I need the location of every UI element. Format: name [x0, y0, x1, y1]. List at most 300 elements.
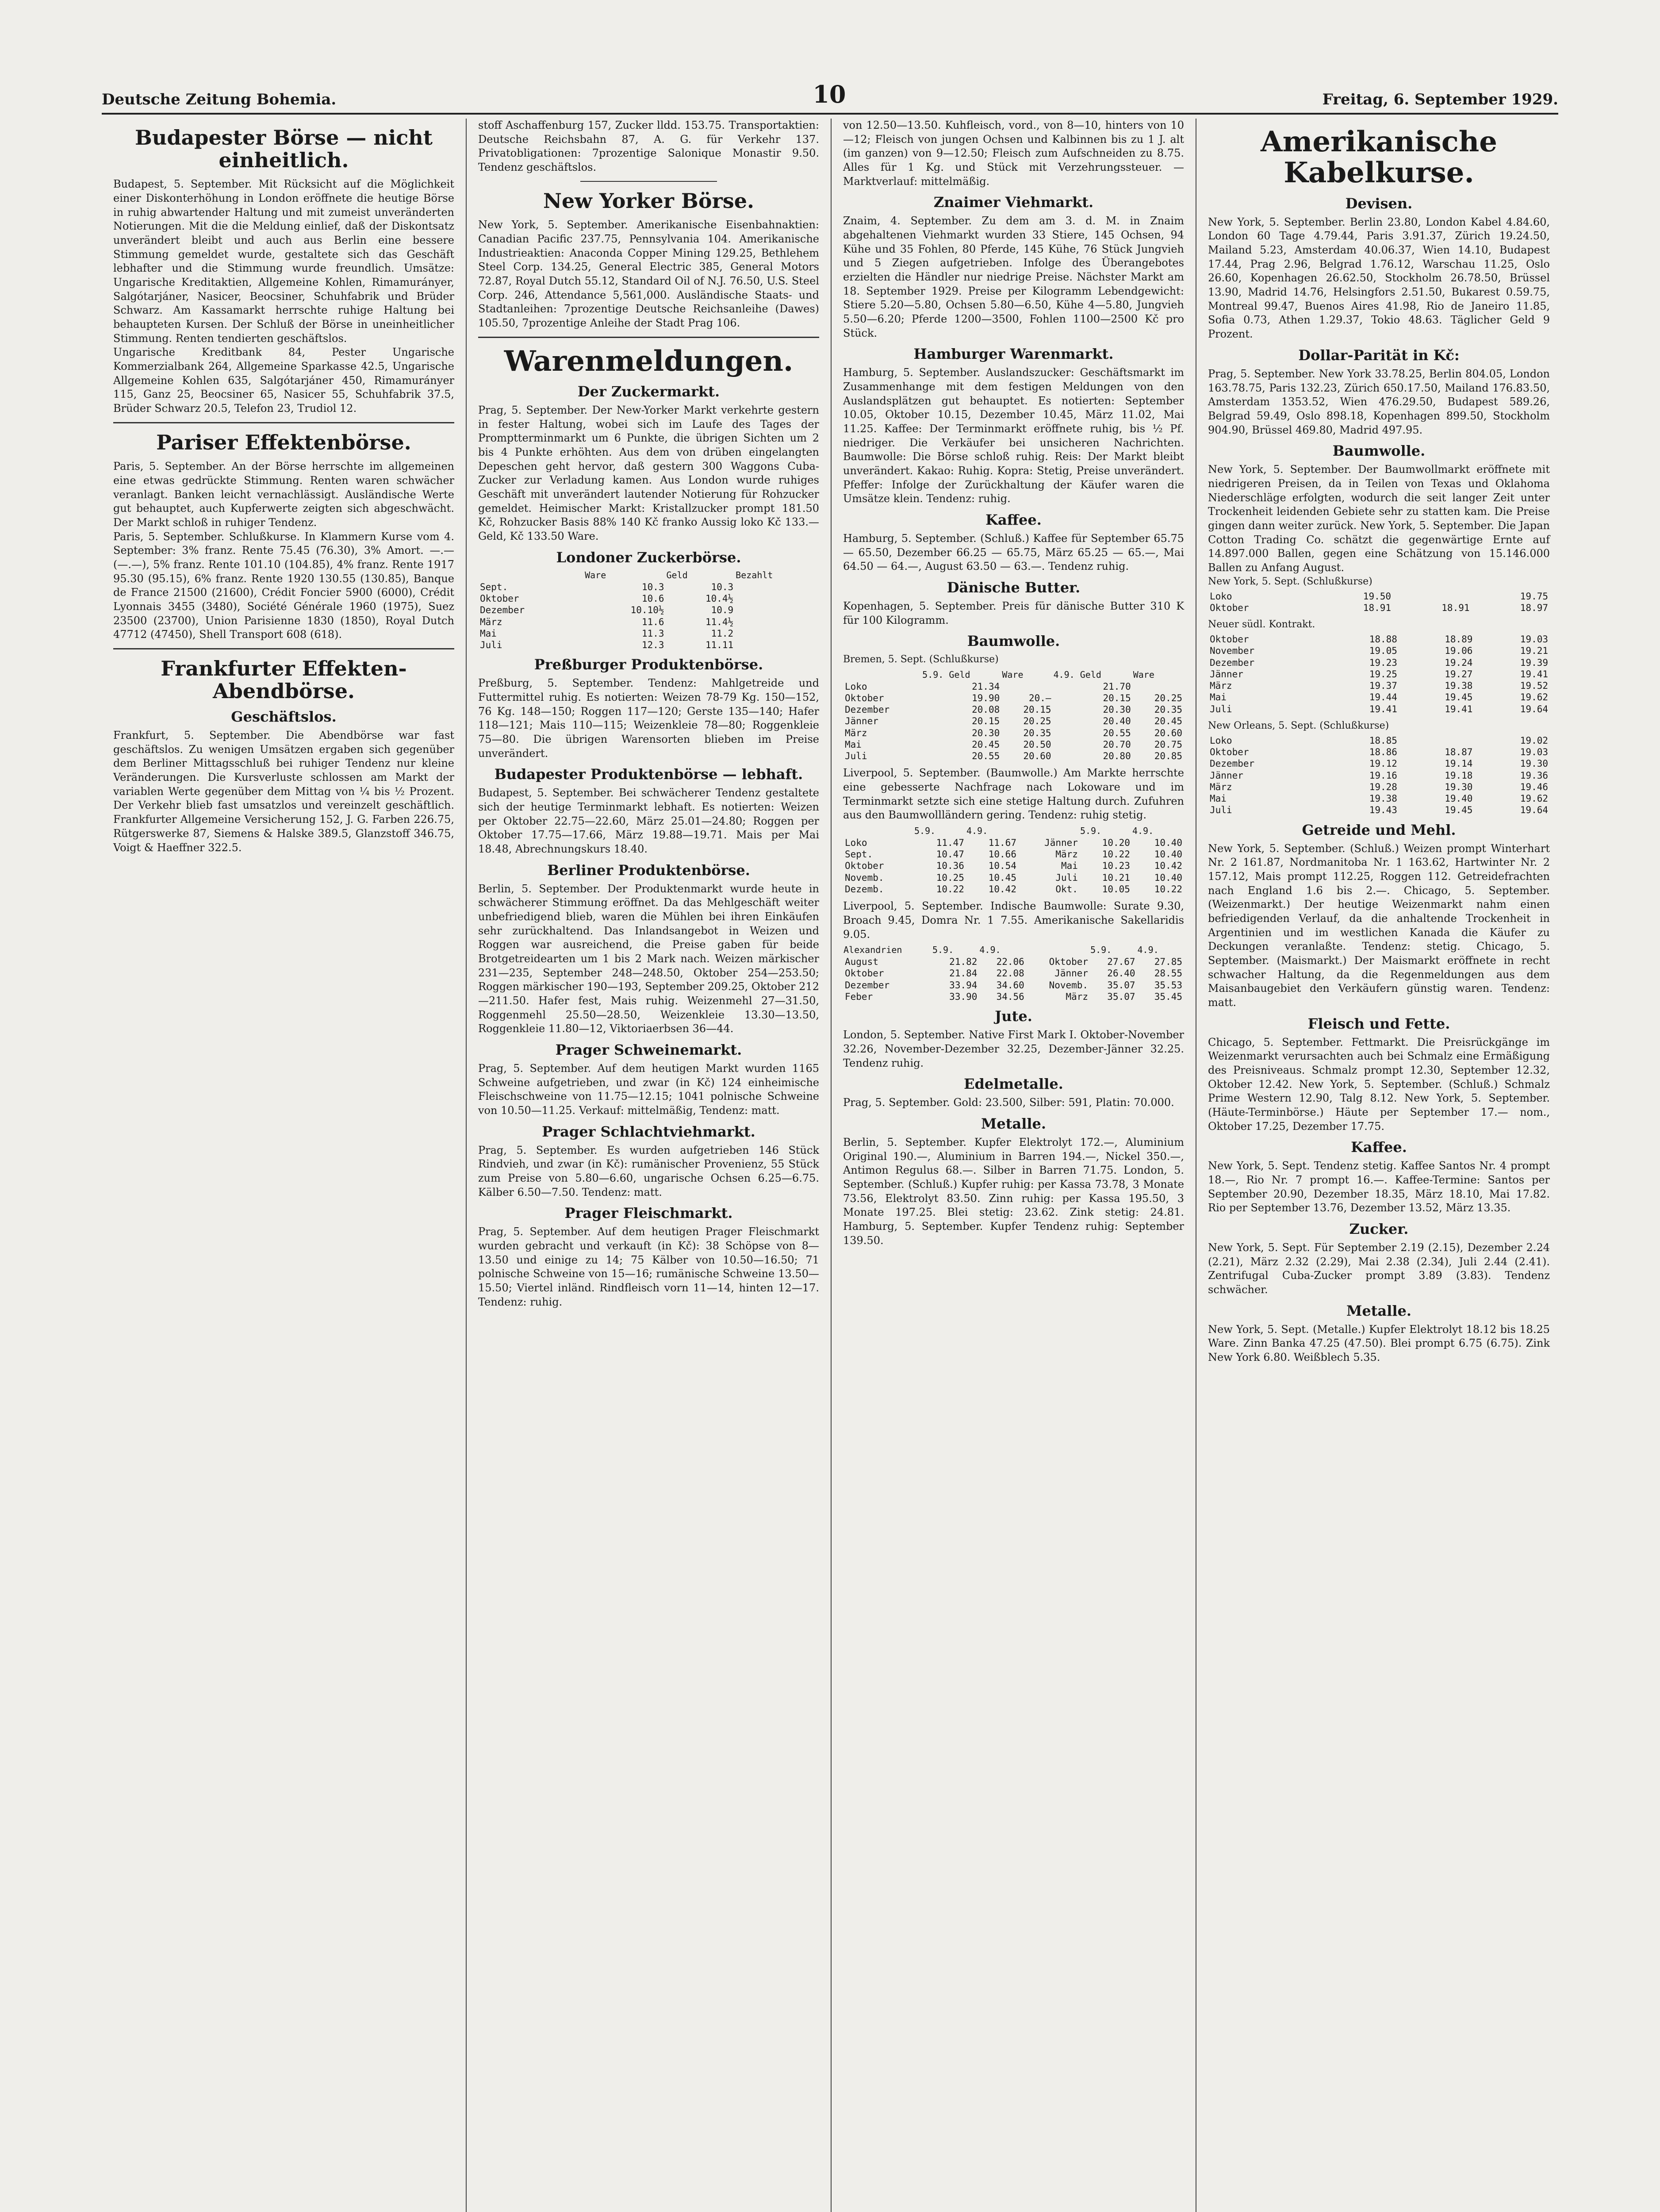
table-cell: 20.55: [1103, 727, 1131, 738]
kabel-text: New York, 5. September. Berlin 23.80, London Kabel 4.84.60, London 60 Tage 4.79.44, Paris 3.91.37, Zürich 19.24.50, Mailand 5.23, Amsterdam 40.06.37, Wien 14.10, Budapest 17.44, Prag 2.96, Belgrad 1.76.12, Warschau 11.25, Oslo 26.60, Kopenhagen 26.62.50, Stockholm 26.78.50, Brüssel 13.90, Madrid 14.76, Helsingfors 2.51.50, Bukarest 0.59.75, Montreal 99.47, Buenos Aires 41.98, Rio de Janeiro 11.85, Sofia 0.73, Athen 1.29.37, Tokio 48.63. Täglicher Geld 9 Prozent.: [1208, 215, 1550, 341]
table-row: [843, 883, 1184, 895]
edelmetalle-heading: Edelmetalle.: [964, 1075, 1063, 1093]
ny-cotton-table: [1208, 591, 1550, 614]
table-cell: 27.67: [1107, 956, 1135, 968]
berlin-prod-text: Berlin, 5. September. Der Produktenmarkt wurde heute in schwächerer Stimmung eröffnet. Da das Mehlgeschäft weiter unbefriedigend blieb, waren die Mühlen bei ihren Einkäufen sehr zurückhaltend. Das Inlandsangebot in Weizen und Roggen war ausreichend, die Preise gaben für beide Brotgetreidearten um 1 bis 2 Mark nach. Weizen märkischer 231—235, September 248—248.50, Oktober 254—253.50; Roggen märkischer 190—193, September 209.25, Oktober 212—211.50. Hafer fest, Mais ruhig. Weizenmehl 27—31.50, Roggenmehl 25.50—28.50, Weizenkleie 13.30—13.50, Roggenkleie 11.80—12, Viktoriaerbsen 36—44.: [478, 882, 819, 1035]
table-cell: 19.64: [1520, 703, 1548, 714]
table-cell: 27.85: [1154, 956, 1182, 968]
table-cell: 20.15: [1103, 692, 1131, 703]
fett-heading: Fleisch und Fette.: [1307, 1015, 1450, 1032]
kabel-heading: Amerikanische Kabelkurse.: [1260, 125, 1498, 190]
table-cell: Novemb.: [1049, 979, 1089, 991]
getreide-text: New York, 5. September. (Schluß.) Weizen prompt Winterhart Nr. 2 161.87, Nordmanitoba Nr. 1 163.62, Hartwinter Nr. 2 157.12, Mais prompt 112.25, Roggen 112. Getreidefrachten nach England 1.6 bis 2.—. Chicago, 5. September. (Weizenmarkt.) Der heutige Weizenmarkt nahm einen befriedigenden Verlauf, da die anhaltende Trockenheit in Argentinien und im westlichen Kanada die Käufer zu Deckungen veranlaßte. Tendenz: stetig. Chicago, 5. September. (Maismarkt.) Der Maismarkt eröffnete in recht schwacher Haltung, da die Regenmeldungen aus dem Maisanbaugebiet den Verkäufern günstig waren. Tendenz: matt.: [1208, 842, 1550, 1009]
table-cell: 19.41: [1369, 703, 1397, 714]
prag-fleisch-heading: Prager Fleischmarkt.: [564, 1205, 733, 1222]
table-cell: Dezember: [480, 605, 525, 616]
table-cell: 19.30: [1445, 781, 1473, 792]
table-cell: 19.36: [1520, 770, 1548, 781]
columns: [102, 119, 1561, 2212]
table-cell: 20.75: [1154, 739, 1182, 750]
table-row: [1208, 770, 1550, 781]
table-cell: März: [480, 616, 502, 627]
table-row: [478, 628, 819, 639]
budapest-prod-heading: Budapester Produktenbörse — lebhaft.: [494, 766, 803, 783]
table-cell: 19.62: [1520, 793, 1548, 804]
budapest-text: Budapest, 5. September. Mit Rücksicht auf die Möglichkeit einer Diskonterhöhung in London eröffnete die heutige Börse in ruhig abwartender Haltung und mit zumeist unveränderten Notierungen. Mit die die Meldung einlief, daß der Diskontsatz unverändert bleibt und auch aus Berlin eine bessere Stimmung gemeldet wurde, gestaltete sich das Geschäft lebhafter und die Stimmung wurde freundlich. Umsätze: Ungarische Kreditaktien, Allgemeine Kohlen, Rimamurányer, Salgótarjáner, Nasicer, Beocsiner, Schuhfabrik und Brüder Schwarz. Am Kassamarkt herrschte ruhige Haltung bei behaupteten Kursen. Der Schluß der Börse in uneinheitlicher Stimmung. Renten tendierten geschäftslos.: [113, 178, 454, 345]
table-cell: 10.36: [936, 860, 964, 872]
column-2: [467, 119, 832, 2212]
table-header: 4.9.: [979, 945, 1001, 956]
table-cell: 10.40: [1154, 872, 1182, 883]
table-row: [843, 872, 1184, 883]
kaffee-text: New York, 5. Sept. Tendenz stetig. Kaffee Santos Nr. 4 prompt 18.—, Rio Nr. 7 prompt 16.—. Kaffee-Termine: Santos per September 20.90, Dezember 18.35, März 18.10, Mai 17.82. Rio per September 13.76, Dezember 13.52, März 13.35.: [1208, 1160, 1550, 1214]
table-cell: Oktober: [1210, 634, 1249, 645]
kaffee-heading: Kaffee.: [1351, 1139, 1407, 1156]
table-cell: 19.52: [1520, 680, 1548, 691]
table-cell: 18.91: [1441, 602, 1470, 613]
table-header: 5.9.: [914, 825, 936, 836]
table-cell: Jänner: [1210, 668, 1243, 680]
jute-text: London, 5. September. Native First Mark I. Oktober-November 32.26, November-Dezember 32.25, Dezember-Jänner 32.25. Tendenz ruhig.: [843, 1029, 1184, 1069]
table-cell: 19.90: [972, 692, 1000, 703]
metalle-heading: Metalle.: [981, 1115, 1047, 1132]
metalle-text: Berlin, 5. September. Kupfer Elektrolyt 172.—, Aluminium Original 190.—, Aluminium in Barren 194.—, Nickel 350.—, Antimon Regulus 68.—. Silber in Barren 71.75. London, 5. September. (Schluß.) Kupfer ruhig: per Kassa 73.78, 3 Monate 73.56, Elektrolyt 83.50. Zinn ruhig: per Kassa 195.50, 3 Monate 197.25. Blei stetig: 23.62. Zink stetig: 24.81. Hamburg, 5. September. Kupfer Tendenz ruhig: September 139.50.: [843, 1136, 1184, 1247]
table-cell: 19.41: [1520, 668, 1548, 680]
table-cell: 18.97: [1520, 602, 1548, 613]
table-cell: 35.07: [1107, 991, 1135, 1002]
table-cell: 20.08: [972, 704, 1000, 715]
table-cell: 11.67: [988, 837, 1016, 848]
fett-text: Chicago, 5. September. Fettmarkt. Die Preisrückgänge im Weizenmarkt verursachten auch bei Schmalz eine Ermäßigung des Preisniveaus. Schmalz prompt 12.30, September 12.32, Oktober 12.42. New York, 5. September. (Schluß.) Schmalz Prime Western 12.90, Talg 8.12. New York, 5. September. (Häute-Terminbörse.) Häute per September 17.— nom., Oktober 17.25, Dezember 17.75.: [1208, 1036, 1550, 1133]
table-cell: 11.2: [711, 628, 734, 639]
table-cell: 21.82: [949, 956, 978, 968]
masthead: Deutsche Zeitung Bohemia.: [102, 91, 337, 108]
table-cell: 19.30: [1520, 758, 1548, 769]
frankfurt-text: Frankfurt, 5. September. Die Abendbörse war fast geschäftslos. Zu wenigen Umsätzen ergaben sich gegenüber dem Berliner Mittagsschluß bei ruhiger Tendenz nur kleine Veränderungen. Die Kursverluste schlossen am Markt der variablen Werte gegenüber dem Mittag von ¼ bis ½ Prozent. Der Verkehr blieb fast umsatzlos und vereinzelt geschäftlich. Frankfurter Allgemeine Versicherung 152, J. G. Farben 226.75, Rütgerswerke 87, Siemens & Halske 389.5, Glanzstoff 346.75, Voigt & Haeffner 322.5.: [113, 729, 454, 854]
table-cell: Oktober: [845, 860, 884, 872]
berlin-prod-heading: Berliner Produktenbörse.: [547, 861, 750, 879]
table-header-row: [478, 569, 819, 581]
table-cell: 19.45: [1445, 805, 1473, 816]
table-header: [843, 669, 922, 681]
table-cell: August: [845, 956, 878, 968]
table-cell: 19.50: [1363, 591, 1392, 602]
prag-schlacht-heading: Prager Schlachtviehmarkt.: [542, 1123, 755, 1140]
divider: [113, 648, 454, 649]
table-cell: 20.25: [1154, 692, 1182, 703]
table-header: 4.9. Geld: [1053, 669, 1101, 680]
table-cell: Oktober: [480, 593, 519, 604]
table-cell: 19.27: [1445, 668, 1473, 680]
table-header-row: [843, 944, 1184, 956]
table-row: [1208, 703, 1550, 715]
table-row: [1208, 758, 1550, 769]
table-header: 4.9.: [1132, 825, 1154, 836]
table-header: 5.9. Geld: [922, 669, 970, 680]
kaffee-hh-heading: Kaffee.: [985, 511, 1042, 529]
table-cell: Juli: [1055, 872, 1078, 883]
table-cell: März: [845, 727, 867, 738]
table-row: [1208, 591, 1550, 602]
table-row: [1208, 680, 1550, 691]
table-cell: 11.6: [641, 616, 664, 627]
table-cell: Loko: [1210, 591, 1232, 602]
divider: [478, 337, 819, 338]
table-cell: 19.06: [1445, 645, 1473, 657]
table-row: [843, 750, 1184, 762]
table-row: [1208, 793, 1550, 804]
column-1: [102, 119, 467, 2212]
dollar-heading: Dollar-Parität in Kč:: [1298, 346, 1460, 364]
table-cell: 10.40: [1154, 837, 1182, 848]
table-header: Ware: [585, 569, 606, 580]
table-cell: 34.60: [996, 979, 1024, 991]
table-cell: 18.85: [1369, 735, 1397, 746]
ny-cotton-caption: New York, 5. Sept. (Schlußkurse): [1208, 576, 1372, 587]
table-cell: 19.03: [1520, 634, 1548, 645]
baumwolle-bremen-heading: Baumwolle.: [967, 633, 1060, 650]
table-cell: Juli: [480, 640, 502, 651]
table-header: Bezahlt: [736, 569, 773, 580]
table-cell: 10.21: [1102, 872, 1130, 883]
table-header: Geld: [666, 569, 688, 580]
table-header: Alexandrien: [843, 945, 902, 956]
baumwolle-text: New York, 5. September. Der Baumwollmarkt eröffnete mit niedrigeren Preisen, da in Teilen von Texas und Oklahoma Niederschläge erfolgten, wodurch die seit langer Zeit unter Trockenheit leidenden Gebiete sehr zu statten kam. Die Preise gingen dann weiter zurück. New York, 5. September. Die Japan Cotton Trading Co. schätzt die gegenwärtige Ernte auf 14.897.000 Ballen, gegen eine Schätzung von 15.146.000 Ballen zu Anfang August.: [1208, 463, 1550, 574]
page-number: 10: [813, 80, 846, 108]
table-cell: 20.35: [1154, 704, 1182, 715]
table-cell: Oktober: [845, 692, 884, 703]
table-cell: 20.45: [972, 739, 1000, 750]
table-cell: [735, 581, 819, 593]
hamburg-waren-text: Hamburg, 5. September. Auslandszucker: Geschäftsmarkt im Zusammenhange mit dem festigen Meldungen von den Auslandsplätzen gut behauptet. Es notierten: September 10.05, Oktober 10.15, Dezember 10.45, März 11.02, Mai 11.25. Kaffee: Der Terminmarkt eröffnete ruhig, bis ½ Pf. niedriger. Die Verkäufer bei unsicheren Nachrichten. Baumwolle: Die Börse schloß ruhig. Reis: Der Markt bleibt unverändert. Kakao: Ruhig. Kopra: Stetig, Preise unverändert. Pfeffer: Infolge der Zurückhaltung der Käufer waren die Umsätze klein. Tendenz: ruhig.: [843, 366, 1184, 505]
table-cell: 22.06: [996, 956, 1024, 968]
table-cell: 20.85: [1154, 751, 1182, 762]
pressburg-heading: Preßburger Produktenbörse.: [534, 656, 763, 673]
table-cell: 33.90: [949, 991, 978, 1002]
table-cell: [735, 604, 819, 616]
table-row: [478, 616, 819, 628]
table-cell: 19.44: [1369, 692, 1397, 703]
table-cell: Sept.: [845, 849, 873, 860]
table-cell: 19.16: [1369, 770, 1397, 781]
table-row: [1208, 691, 1550, 703]
col2-continuation: stoff Aschaffenburg 157, Zucker lldd. 153.75. Transportaktien: Deutsche Reichsbahn 87, A. G. für Verkehr 137. Privatobligationen: 7prozentige Salonique Monastir 9.50. Tendenz geschäftslos.: [478, 119, 819, 174]
table-row: [843, 727, 1184, 739]
metalle-ny-text: New York, 5. Sept. (Metalle.) Kupfer Elektrolyt 18.12 bis 18.25 Ware. Zinn Banka 47.25 (47.50). Blei prompt 6.75 (6.75). Zink New York 6.80. Weißblech 5.35.: [1208, 1323, 1550, 1364]
table-cell: Loko: [845, 681, 867, 692]
new-orleans-caption: New Orleans, 5. Sept. (Schlußkurse): [1208, 720, 1389, 731]
table-cell: 10.23: [1102, 860, 1130, 872]
prag-schwein-text: Prag, 5. September. Auf dem heutigen Markt wurden 1165 Schweine aufgetrieben, und zwar (in Kč) 124 einheimische Fleischschweine von 11.75—12.15; 1041 polnische Schweine von 10.50—11.25. Verkauf: mittelmäßig, Tendenz: matt.: [478, 1062, 819, 1117]
table-row: [478, 581, 819, 593]
table-cell: Dezember: [1210, 758, 1255, 769]
table-cell: [735, 639, 819, 651]
table-cell: 10.25: [936, 872, 964, 883]
table-cell: Mai: [1210, 692, 1227, 703]
table-cell: 19.28: [1369, 781, 1397, 792]
table-cell: 10.3: [641, 581, 664, 592]
table-cell: 19.21: [1520, 645, 1548, 657]
table-cell: 20.40: [1103, 716, 1131, 727]
table-header-row: [843, 825, 1184, 837]
pressburg-text: Preßburg, 5. September. Tendenz: Mahlgetreide und Futtermittel ruhig. Es notierten: Weizen 78-79 Kg. 150—152, 76 Kg. 148—150; Roggen 117—120; Gerste 135—140; Hafer 118—121; Mais 110—115; Weizenkleie 78—80; Roggenkleie 75—80. Die übrigen Warensorten blieben im Preise unverändert.: [478, 677, 819, 760]
table-cell: Oktober: [1049, 956, 1089, 968]
table-cell: Loko: [1210, 735, 1232, 746]
table-row: [843, 704, 1184, 715]
zucker-heading: Der Zuckermarkt.: [577, 383, 720, 400]
table-cell: Dezember: [845, 704, 890, 715]
table-cell: 10.22: [1154, 883, 1182, 895]
prag-fleisch-text: Prag, 5. September. Auf dem heutigen Prager Fleischmarkt wurden gebracht und verkauft (in Kč): 38 Schöpse von 8—13.50 und einige zu 14; 75 Kälber von 10.50—16.50; 71 polnische Schweine von 15—16; rumänische Schweine 13.50—15.50; Viertel inländ. Rindfleisch vorn 11—14, hinten 12—17. Tendenz: ruhig.: [478, 1225, 819, 1308]
hamburg-waren-heading: Hamburger Warenmarkt.: [913, 346, 1114, 363]
table-cell: 21.70: [1103, 681, 1131, 692]
table-cell: 20.30: [972, 727, 1000, 738]
table-cell: [1399, 735, 1475, 746]
budapest-quotes: Ungarische Kreditbank 84, Pester Ungarische Kommerzialbank 264, Allgemeine Sparkasse 42.5, Ungarische Allgemeine Kohlen 635, Salgótarjáner 450, Rimamurányer 115, Ganz 25, Beocsiner 65, Nasicer 55, Schuhfabrik 37.5, Brüder Schwarz 20.5, Telefon 23, Trudiol 12.: [113, 346, 454, 415]
table-cell: Jänner: [1044, 837, 1078, 848]
table-cell: 18.87: [1445, 747, 1473, 758]
table-cell: 19.39: [1520, 657, 1548, 668]
table-cell: 19.75: [1520, 591, 1548, 602]
table-row: [478, 593, 819, 604]
table-cell: 18.89: [1445, 634, 1473, 645]
table-cell: 19.38: [1445, 680, 1473, 691]
table-cell: [1393, 591, 1471, 602]
table-row: [1208, 668, 1550, 680]
table-cell: Novemb.: [845, 872, 884, 883]
table-cell: 10.40: [1154, 849, 1182, 860]
table-cell: 11.47: [936, 837, 964, 848]
neuer-kontrakt-caption: Neuer südl. Kontrakt.: [1208, 619, 1315, 630]
newyork-heading: New Yorker Börse.: [543, 188, 755, 213]
table-header: 5.9.: [932, 945, 954, 956]
table-cell: 12.3: [641, 640, 664, 651]
table-cell: 19.37: [1369, 680, 1397, 691]
table-row: [843, 715, 1184, 727]
table-cell: Juli: [1210, 703, 1232, 714]
table-cell: 10.42: [988, 883, 1016, 895]
table-cell: [1001, 681, 1053, 692]
table-cell: 20.35: [1023, 727, 1051, 738]
table-cell: 19.24: [1445, 657, 1473, 668]
table-cell: 19.18: [1445, 770, 1473, 781]
table-header: 5.9.: [1080, 825, 1102, 836]
table-row: [843, 956, 1184, 968]
table-cell: März: [1066, 991, 1089, 1002]
butter-heading: Dänische Butter.: [947, 579, 1081, 596]
table-cell: Oktober: [845, 968, 884, 979]
butter-text: Kopenhagen, 5. September. Preis für dänische Butter 310 K für 100 Kilogramm.: [843, 600, 1184, 626]
table-cell: März: [1210, 781, 1232, 792]
table-cell: 10.9: [711, 605, 734, 616]
liverpool-table: [843, 825, 1184, 895]
divider: [580, 181, 717, 182]
table-header-row: [843, 669, 1184, 681]
table-cell: 19.45: [1445, 692, 1473, 703]
table-cell: 28.55: [1154, 968, 1182, 979]
zucker-ny-text: New York, 5. Sept. Für September 2.19 (2.15), Dezember 2.24 (2.21), März 2.32 (2.29), Mai 2.38 (2.34), Juli 2.44 (2.41). Zentrifugal Cuba-Zucker prompt 3.89 (3.83). Tendenz schwächer.: [1208, 1241, 1550, 1296]
table-cell: 33.94: [949, 979, 978, 991]
table-cell: Mai: [1061, 860, 1078, 872]
table-row: [843, 849, 1184, 860]
table-cell: 34.56: [996, 991, 1024, 1002]
table-cell: [1133, 681, 1184, 692]
table-cell: 18.86: [1369, 747, 1397, 758]
table-cell: Dezember: [1210, 657, 1255, 668]
table-cell: 10.05: [1102, 883, 1130, 895]
table-cell: November: [1210, 645, 1255, 657]
baumwolle-bremen-subheading: Bremen, 5. Sept. (Schlußkurse): [843, 654, 999, 665]
table-cell: 19.14: [1445, 758, 1473, 769]
col3-continuation: von 12.50—13.50. Kuhfleisch, vord., von 8—10, hinters von 10—12; Fleisch von jungen Ochsen und Kalbinnen bis zu 1 J. alt (im ganzen) von 9—12.50; Fleisch zum Aufschneiden zu 8.75. Alles für 1 Kg. und Stück mit Verzehrungssteuer. — Marktverlauf: mittelmäßig.: [843, 119, 1184, 188]
table-cell: 11.4½: [705, 616, 734, 627]
table-cell: 19.38: [1369, 793, 1397, 804]
table-cell: 10.20: [1102, 837, 1130, 848]
issue-date: Freitag, 6. September 1929.: [1322, 91, 1558, 108]
table-cell: 10.66: [988, 849, 1016, 860]
waren-heading: Warenmeldungen.: [504, 344, 794, 378]
kaffee-hh-text: Hamburg, 5. September. (Schluß.) Kaffee für September 65.75 — 65.50, Dezember 66.25 — 65.75, März 65.25 — 65.—, Mai 64.50 — 64.—, August 63.50 — 63.—. Tendenz ruhig.: [843, 532, 1184, 573]
paris-quotes: Paris, 5. September. Schlußkurse. In Klammern Kurse vom 4. September: 3% franz. Rente 75.45 (76.30), 3% Amort. —.— (—.—), 5% franz. Rente 101.10 (104.85), 4% franz. Rente 1917 95.30 (95.15), 6% franz. Rente 1920 130.55 (130.85), Banque de France 21500 (21600), Crédit Foncier 5900 (6000), Crédit Lyonnais 3455 (3480), Société Générale 1960 (1975), Suez 23500 (23700), Union Parisienne 1830 (1850), Royal Dutch 47712 (47450), Shell Transport 608 (618).: [113, 530, 454, 641]
table-cell: Dezember: [845, 979, 890, 991]
getreide-heading: Getreide und Mehl.: [1302, 821, 1456, 838]
table-cell: 10.47: [936, 849, 964, 860]
table-cell: 19.64: [1520, 805, 1548, 816]
prag-schlacht-text: Prag, 5. September. Es wurden aufgetrieben 146 Stück Rindvieh, und zwar (in Kč): rumänischer Provenienz, 55 Stück zum Preise von 5.80—6.60, ungarische Ochsen 6.25—6.75. Kälber 6.50—7.50. Tendenz: matt.: [478, 1144, 819, 1198]
paris-heading: Pariser Effektenbörse.: [156, 430, 411, 454]
alexandrien-table: [843, 944, 1184, 1002]
divider: [113, 422, 454, 423]
table-row: [843, 991, 1184, 1002]
table-cell: 10.54: [988, 860, 1016, 872]
table-cell: Loko: [845, 837, 867, 848]
column-4: [1196, 119, 1561, 2212]
table-cell: 19.41: [1445, 703, 1473, 714]
table-row: [843, 860, 1184, 872]
table-cell: Oktober: [1210, 602, 1249, 613]
table-header: [843, 825, 914, 837]
table-cell: Jänner: [1054, 968, 1089, 979]
zucker-ny-heading: Zucker.: [1349, 1221, 1409, 1238]
neuer-kontrakt-table: [1208, 634, 1550, 715]
table-cell: Mai: [480, 628, 497, 639]
table-cell: 10.10½: [630, 605, 664, 616]
table-cell: Mai: [1210, 793, 1227, 804]
table-cell: Juli: [845, 751, 867, 762]
table-cell: 26.40: [1107, 968, 1135, 979]
znaim-text: Znaim, 4. September. Zu dem am 3. d. M. in Znaim abgehaltenen Viehmarkt wurden 33 Stiere, 145 Ochsen, 94 Kühe und 35 Fohlen, 80 Pferde, 145 Kühe, 76 Stück Jungvieh und 5 Ziegen aufgetrieben. Infolge des Überangebotes erzielten die Händler nur niedrige Preise. Nächster Markt am 18. September 1929. Preise per Kilogramm Lebendgewicht: Stiere 5.20—5.80, Ochsen 5.80—6.50, Kühe 4—5.80, Jungvieh 5.50—6.20; Pferde 1200—3500, Fohlen 1100—2500 Kč pro Stück.: [843, 215, 1184, 339]
table-row: [843, 681, 1184, 692]
table-cell: 11.11: [705, 640, 734, 651]
znaim-heading: Znaimer Viehmarkt.: [933, 194, 1094, 211]
table-cell: 21.84: [949, 968, 978, 979]
table-cell: [735, 628, 819, 639]
table-row: [843, 968, 1184, 979]
new-orleans-table: [1208, 735, 1550, 816]
table-header: 4.9.: [1137, 945, 1159, 956]
table-cell: 20.70: [1103, 739, 1131, 750]
table-cell: 10.45: [988, 872, 1016, 883]
table-cell: 19.23: [1369, 657, 1397, 668]
budapest-prod-text: Budapest, 5. September. Bei schwächerer Tendenz gestaltete sich der heutige Terminmarkt lebhaft. Es notierten: Weizen per Oktober 22.75—22.60, März 25.01—24.80; Roggen per Oktober 17.75—17.66, März 19.88—19.71. Mais per Mai 18.48, Abrechnungskurs 18.40.: [478, 787, 819, 855]
table-cell: März: [1210, 680, 1232, 691]
table-cell: 20.50: [1023, 739, 1051, 750]
table-row: [843, 739, 1184, 750]
table-cell: Oktober: [1210, 747, 1249, 758]
table-cell: Mai: [845, 739, 862, 750]
table-cell: [735, 593, 819, 604]
table-header: 5.9.: [1090, 945, 1112, 956]
table-row: [1208, 746, 1550, 758]
table-row: [478, 604, 819, 616]
liverpool-text: Liverpool, 5. September. (Baumwolle.) Am Markte herrschte eine gebesserte Nachfrage nach Lokoware und im Terminmarkt setzte sich eine stetige Haltung durch. Zufuhren aus den Baumwollländern gering. Tendenz: ruhig stetig.: [843, 767, 1184, 822]
table-cell: 20.15: [972, 716, 1000, 727]
table-row: [478, 639, 819, 651]
metalle-ny-heading: Metalle.: [1346, 1302, 1412, 1319]
table-cell: Feber: [845, 991, 873, 1002]
table-cell: 20.25: [1023, 716, 1051, 727]
alexandrien-text: Liverpool, 5. September. Indische Baumwolle: Surate 9.30, Broach 9.45, Domra Nr. 1 7.55. Amerikanische Sakellaridis 9.05.: [843, 900, 1184, 941]
table-row: [1208, 602, 1550, 614]
table-cell: 20.—: [1028, 692, 1051, 703]
dollar-text: Prag, 5. September. New York 33.78.25, Berlin 804.05, London 163.78.75, Paris 132.23, Zürich 650.17.50, Mailand 176.83.50, Amsterdam 1353.52, Wien 476.29.50, Budapest 589.26, Belgrad 59.49, Oslo 898.18, Kopenhagen 899.50, Stockholm 904.90, Brüssel 469.80, Madrid 497.95.: [1208, 367, 1550, 436]
table-cell: 11.3: [641, 628, 664, 639]
table-header: Ware: [1002, 669, 1024, 680]
table-header: Ware: [1133, 669, 1154, 680]
table-header: [1018, 825, 1080, 837]
table-cell: 10.4½: [705, 593, 734, 604]
table-cell: Jänner: [1210, 770, 1243, 781]
table-cell: 20.15: [1023, 704, 1051, 715]
table-cell: 35.45: [1154, 991, 1182, 1002]
page-header: [102, 82, 1558, 115]
table-cell: 35.53: [1154, 979, 1182, 991]
table-cell: 10.42: [1154, 860, 1182, 872]
table-row: [843, 692, 1184, 704]
table-cell: 10.3: [711, 581, 734, 592]
table-cell: 19.02: [1520, 735, 1548, 746]
frankfurt-subheading: Geschäftslos.: [231, 708, 337, 726]
table-header: [1026, 944, 1090, 956]
newyork-text: New York, 5. September. Amerikanische Eisenbahnaktien: Canadian Pacific 237.75, Pennsylvania 104. Amerikanische Industrieaktien: Anaconda Copper Mining 129.25, Bethlehem Steel Corp. 134.25, General Electric 385, General Motors 72.87, Royal Dutch 55.12, Standard Oil of N.J. 76.50, U.S. Steel Corp. 246, Attendance 5,561,000. Ausländische Staats- und Stadtanleihen: 7prozentige Deutsche Reichsanleihe (Dawes) 105.50, 7prozentige Anleihe der Stadt Prag 106.: [478, 219, 819, 329]
table-cell: 20.60: [1023, 751, 1051, 762]
table-cell: 10.22: [936, 883, 964, 895]
table-cell: 19.12: [1369, 758, 1397, 769]
table-cell: 20.55: [972, 751, 1000, 762]
table-cell: 19.05: [1369, 645, 1397, 657]
london-sugar-table: [478, 569, 819, 651]
table-cell: 20.45: [1154, 716, 1182, 727]
devisen-heading: Devisen.: [1345, 195, 1413, 212]
prag-schwein-heading: Prager Schweinemarkt.: [555, 1041, 742, 1059]
table-cell: 19.03: [1520, 747, 1548, 758]
table-cell: Okt.: [1055, 883, 1078, 895]
table-cell: 19.43: [1369, 805, 1397, 816]
table-cell: Jänner: [845, 716, 878, 727]
table-cell: 10.22: [1102, 849, 1130, 860]
table-cell: Sept.: [480, 581, 508, 592]
bremen-table: [843, 669, 1184, 762]
table-cell: 20.30: [1103, 704, 1131, 715]
table-header: 4.9.: [966, 825, 988, 836]
paris-text: Paris, 5. September. An der Börse herrschte im allgemeinen eine etwas gedrückte Stimmung. Renten waren schwächer veranlagt. Banken leicht vernachlässigt. Ausländische Werte gut behauptet, auch Kupferwerte zeigten sich abgeschwächt. Der Markt schloß in ruhiger Tendenz.: [113, 460, 454, 529]
jute-heading: Jute.: [995, 1008, 1032, 1025]
table-cell: 20.80: [1103, 751, 1131, 762]
table-row: [1208, 735, 1550, 746]
table-cell: 20.60: [1154, 727, 1182, 738]
frankfurt-heading: Frankfurter Effekten-Abendbörse.: [161, 656, 407, 703]
table-row: [1208, 781, 1550, 793]
